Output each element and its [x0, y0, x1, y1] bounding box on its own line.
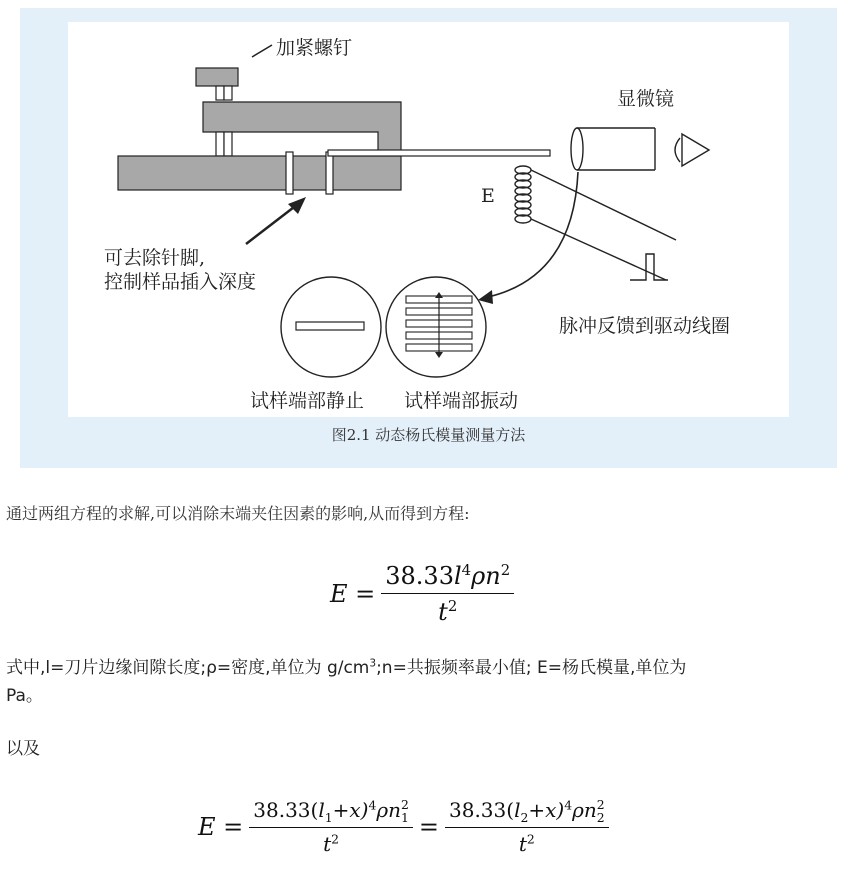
vibrating-label: 试样端部振动 [404, 390, 519, 412]
pin-label-line1: 可去除针脚, [104, 247, 206, 269]
intro-paragraph: 通过两组方程的求解,可以消除末端夹住因素的影响,从而得到方程: [6, 504, 470, 523]
sample-strip [328, 150, 550, 156]
figure-caption: 图2.1 动态杨氏模量测量方法 [331, 426, 526, 444]
upper-clamp-bar [203, 102, 401, 154]
pin-label-line2: 控制样品插入深度 [104, 271, 257, 293]
pulse-label: 脉冲反馈到驱动线圈 [559, 315, 731, 337]
pin-1 [286, 152, 293, 194]
formula-1-denominator: $t^2$ [438, 597, 458, 626]
definition-paragraph: 式中,l=刀片边缘间隙长度;ρ=密度,单位为 $g/cm^3;n=$共振频率最小值; E=杨氏模量,单位为 Pa。 [6, 657, 687, 706]
static-label: 试样端部静止 [250, 390, 365, 412]
formula-2-fraction-1: $38.33(l_1+x)^4\rho n$ 2 1 $t^2$ [249, 798, 413, 856]
screw-label: 加紧螺钉 [276, 37, 353, 59]
clamp-screw-shaft-left [216, 86, 224, 100]
drive-coil [515, 166, 531, 223]
eye-icon [682, 134, 709, 166]
clamp-screw-shaft-right [224, 86, 232, 100]
figure-diagram [68, 22, 789, 417]
formula-1-numerator: $38.33l^4\rho n^2$ [381, 562, 514, 594]
pin-2 [326, 152, 333, 194]
microscope-label: 显微镜 [617, 88, 675, 110]
formula-2-lhs: E = [198, 812, 244, 841]
formula-2 [198, 798, 615, 856]
formula-1-fraction [381, 562, 514, 626]
and-text: 以及 [6, 739, 40, 759]
formula-2-fraction-2: $38.33(l_2+x)^4\rho n$ 2 2 $t^2$ [445, 798, 609, 856]
e-label: E [481, 185, 495, 207]
formula-1-lhs: E = [330, 580, 376, 608]
clamp-screw-head [196, 68, 238, 86]
formula-1 [330, 562, 520, 626]
formula-2-equals: = [418, 812, 439, 841]
lower-cylinder [118, 156, 401, 190]
